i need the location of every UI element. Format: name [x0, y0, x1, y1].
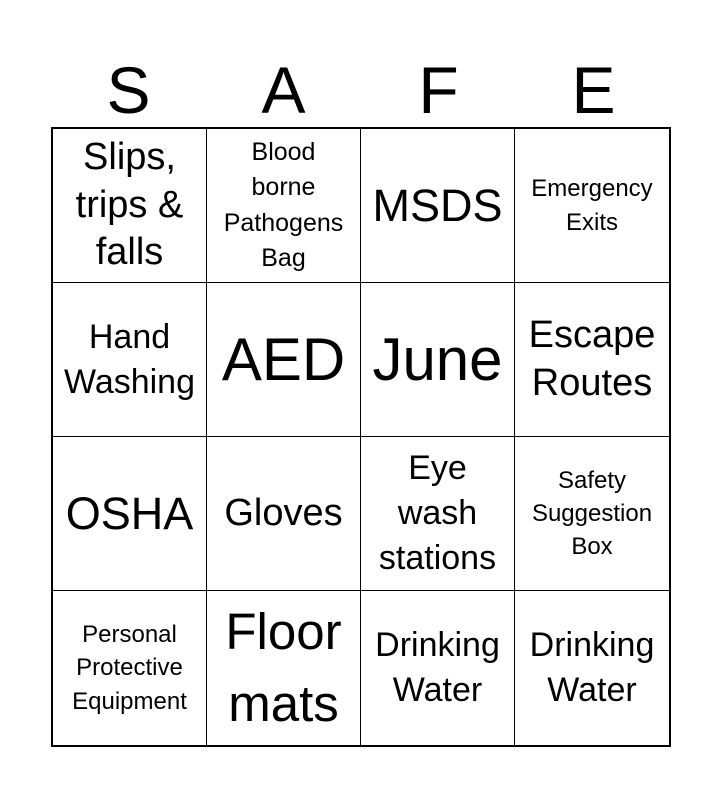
bingo-cell[interactable] [361, 437, 515, 591]
cell-text: AED [221, 326, 346, 393]
bingo-header [51, 50, 671, 128]
bingo-cell[interactable] [207, 129, 361, 283]
header-letter-e: E [571, 53, 616, 127]
header-letter-a: A [261, 53, 306, 127]
cell-text: Personal Protective Equipment [72, 621, 187, 715]
cell-text: Safety Suggestion Box [531, 466, 653, 561]
bingo-cell[interactable] [53, 437, 207, 591]
bingo-cell[interactable] [207, 283, 361, 437]
cell-text: OSHA [65, 488, 194, 539]
cell-text: MSDS [372, 180, 503, 231]
cell-text: Emergency Exits [531, 175, 653, 236]
bingo-cell[interactable] [515, 129, 669, 283]
cell-text: Escape Routes [528, 314, 656, 404]
cell-text: Blood borne Pathogens Bag [223, 137, 344, 272]
cell-text: June [372, 326, 503, 393]
cell-text: Eye wash stations [378, 449, 497, 577]
bingo-cell[interactable] [515, 283, 669, 437]
bingo-cell[interactable] [53, 591, 207, 745]
bingo-cell[interactable] [207, 591, 361, 745]
bingo-cell[interactable] [361, 129, 515, 283]
bingo-cell[interactable] [207, 437, 361, 591]
bingo-cell[interactable] [53, 283, 207, 437]
cell-text: Drinking Water [529, 626, 655, 709]
cell-text: Slips, trips & falls [75, 136, 184, 274]
header-letter-s: S [106, 53, 151, 127]
bingo-cell[interactable] [515, 437, 669, 591]
cell-text: Drinking Water [375, 626, 500, 709]
cell-text: Floor mats [225, 602, 342, 732]
bingo-cell[interactable] [361, 283, 515, 437]
header-letter-f: F [418, 53, 459, 127]
bingo-cell[interactable] [361, 591, 515, 745]
bingo-cell[interactable] [515, 591, 669, 745]
cell-text: Gloves [224, 491, 343, 534]
bingo-board [51, 127, 671, 747]
bingo-cell[interactable] [53, 129, 207, 283]
cell-text: Hand Washing [63, 317, 196, 401]
